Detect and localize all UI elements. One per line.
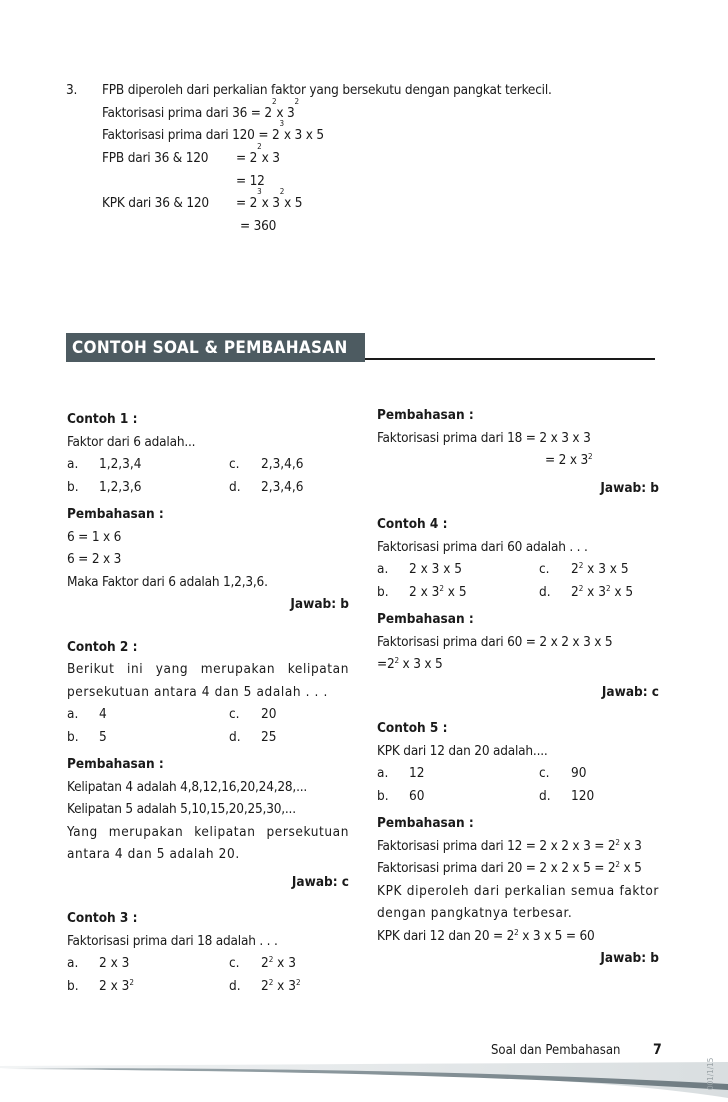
discussion-title: Pembahasan : [67, 506, 164, 522]
footer-swoosh [0, 1058, 728, 1102]
example-title: Contoh 5 : [377, 720, 448, 736]
option-letter: d. [229, 977, 241, 994]
intro-line [102, 119, 552, 147]
exponent: 2 [514, 927, 519, 937]
exponent: 2 [394, 656, 399, 665]
exponent: 2 [271, 96, 277, 106]
option-letter: c. [229, 955, 240, 971]
section-header: CONTOH SOAL & PEMBAHASAN [66, 333, 365, 362]
discussion-line: Faktorisasi prima dari 60 = 2 x 2 x 3 x 5 [377, 633, 613, 650]
discussion-title: Pembahasan : [377, 815, 474, 831]
intro-text: Faktorisasi prima dari 120 = 2 [102, 127, 280, 144]
example-3 [67, 907, 349, 997]
option-value: 2,3,4,6 [261, 478, 304, 495]
discussion-line: Maka Faktor dari 6 adalah 1,2,3,6. [67, 573, 268, 590]
option-value: 2 x 3 x 5 [409, 561, 462, 577]
exponent: 2 [295, 977, 301, 987]
intro-text: = 2 [236, 150, 258, 167]
options [377, 558, 659, 603]
intro-text: x 3 [261, 150, 280, 167]
option-value: 2 x 3 [99, 955, 130, 971]
option-value: 5 [99, 728, 107, 745]
exponent: 2 [587, 452, 593, 461]
exponent: 2 [257, 142, 262, 152]
exponent: 2 [605, 583, 611, 593]
example-question: Faktorisasi prima dari 60 adalah . . . [377, 538, 588, 555]
footer-title: Soal dan Pembahasan [491, 1043, 621, 1058]
intro-text: x 3 x 5 [283, 127, 324, 144]
example-4 [377, 513, 659, 703]
page-number: 7 [653, 1042, 662, 1058]
example-title: Contoh 3 : [67, 910, 138, 926]
option-letter: c. [539, 765, 550, 781]
exponent: 2 [268, 977, 274, 987]
options [377, 762, 659, 807]
option-value: 2,3,4,6 [261, 456, 304, 472]
example-question: KPK dari 12 dan 20 adalah.... [377, 742, 548, 759]
option-letter: a. [67, 456, 79, 472]
intro-text: x 5 [284, 195, 303, 212]
fpb-result-line [102, 170, 552, 193]
intro-line [102, 96, 552, 125]
exponent: 3 [257, 187, 262, 197]
option-value: 1,2,3,4 [99, 456, 142, 472]
option-letter: b. [377, 787, 389, 804]
example-question: Faktorisasi prima dari 18 adalah . . . [67, 932, 278, 949]
intro-text: = 2 [236, 195, 258, 212]
kpk-line [102, 187, 552, 215]
option-letter: d. [539, 787, 551, 804]
option-value: 25 [261, 728, 277, 745]
example-3-discussion [377, 404, 659, 499]
option-value: 12 [409, 765, 425, 781]
discussion-line: Faktorisasi prima dari 18 = 2 x 3 x 3 [377, 429, 591, 446]
exponent: 3 [279, 119, 284, 129]
exponent: 2 [615, 837, 620, 847]
discussion-line: Faktorisasi prima dari 20 = 2 x 2 x $5 = 2^2$ x 5 [377, 860, 642, 876]
option-letter: c. [229, 456, 240, 472]
example-question: Berikut ini yang merupakan kelipatan persekutuan antara 4 dan 5 adalah . . . [67, 661, 349, 700]
discussion-line: 6 = 1 x 6 [67, 528, 122, 545]
option-letter: d. [229, 478, 241, 495]
option-letter: c. [539, 561, 550, 577]
options [67, 952, 349, 997]
option-value: 2 x $3^2$ x 5 [409, 583, 467, 600]
exponent: 2 [578, 561, 584, 570]
discussion-line: KPK diperoleh dari perkalian semua faktor dengan pangkatnya terbesar. [377, 882, 659, 921]
option-value: 60 [409, 787, 425, 804]
option-value: $2^2$ x 3 x 5 [571, 561, 629, 577]
example-1 [67, 408, 349, 616]
options [67, 453, 349, 498]
exponent: 2 [268, 955, 274, 964]
option-value: $2^2$ x $3^2$ x 5 [571, 583, 634, 600]
option-value: 90 [571, 765, 587, 781]
option-letter: d. [229, 728, 241, 745]
discussion-line: Yang merupakan kelipatan persekutuan antara 4 dan 5 adalah 20. [67, 823, 349, 862]
option-value: 20 [261, 706, 277, 722]
answer: Jawab: b [290, 596, 349, 612]
option-letter: b. [67, 728, 79, 745]
fpb-line [102, 142, 552, 170]
answer: Jawab: b [600, 950, 659, 966]
discussion-line: Faktorisasi prima dari 12 = 2 x 2 x $3 = 2^2$ x 3 [377, 837, 642, 854]
answer: Jawab: c [601, 683, 659, 700]
discussion-title: Pembahasan : [377, 611, 474, 627]
discussion-line: 6 = 2 x 3 [67, 551, 122, 567]
intro-text: Faktorisasi prima dari 36 = 2 [102, 104, 272, 121]
intro-line [102, 79, 552, 102]
option-letter: c. [229, 706, 240, 722]
discussion-line: = 2 x $3^2$ [545, 452, 593, 468]
kpk-result: = 360 [240, 218, 277, 235]
fpb-label: FPB dari 36 & 120 [102, 150, 209, 167]
discussion-title: Pembahasan : [377, 407, 474, 423]
discussion-title: Pembahasan : [67, 756, 164, 772]
option-value: $2^2$ x 3 [261, 955, 296, 971]
answer: Jawab: b [600, 479, 659, 496]
option-value: 120 [571, 787, 595, 804]
options [67, 703, 349, 748]
fpb-result: = 12 [236, 172, 265, 189]
exponent: 2 [129, 977, 134, 987]
item-number: 3. [66, 82, 78, 98]
example-question: Faktor dari 6 adalah... [67, 433, 196, 450]
example-5 [377, 717, 659, 970]
option-value: 4 [99, 706, 107, 722]
exponent: 2 [578, 583, 584, 593]
print-code: 001/1/15 [706, 1057, 715, 1090]
left-column [67, 408, 349, 997]
option-letter: b. [67, 478, 79, 495]
kpk-result-line [102, 215, 552, 238]
option-letter: b. [67, 977, 79, 994]
example-title: Contoh 4 : [377, 516, 448, 532]
discussion-line: Kelipatan 5 adalah 5,10,15,20,25,30,... [67, 801, 296, 817]
option-letter: b. [377, 583, 389, 600]
example-2 [67, 636, 349, 894]
discussion-line: KPK dari 12 dan $20 = 2^2$ x 3 x 5 = 60 [377, 927, 595, 944]
right-column [377, 404, 659, 970]
option-value: $2^2$ x $3^2$ [261, 977, 301, 994]
intro-text: FPB diperoleh dari perkalian faktor yang bersekutu dengan pangkat terkecil. [102, 82, 552, 98]
option-letter: d. [539, 583, 551, 600]
exponent: 2 [294, 96, 299, 106]
intro-text: x 3 [276, 104, 295, 121]
intro-text: x 3 [261, 195, 280, 212]
option-letter: a. [377, 765, 389, 781]
example-title: Contoh 1 : [67, 411, 138, 427]
option-letter: a. [67, 955, 79, 971]
option-value: 2 x $3^2$ [99, 977, 134, 994]
exponent: 2 [439, 583, 444, 593]
option-letter: a. [377, 561, 389, 577]
discussion-line: Kelipatan 4 adalah 4,8,12,16,20,24,28,... [67, 778, 308, 795]
option-letter: a. [67, 706, 79, 722]
section-underline [365, 358, 655, 360]
example-title: Contoh 2 : [67, 638, 138, 655]
exponent: 2 [279, 187, 285, 197]
discussion-line: $=2^2$ x 3 x 5 [377, 656, 443, 672]
exponent: 2 [615, 860, 620, 869]
option-value: 1,2,3,6 [99, 478, 142, 495]
answer: Jawab: c [291, 873, 349, 890]
kpk-label: KPK dari 36 & 120 [102, 195, 209, 212]
